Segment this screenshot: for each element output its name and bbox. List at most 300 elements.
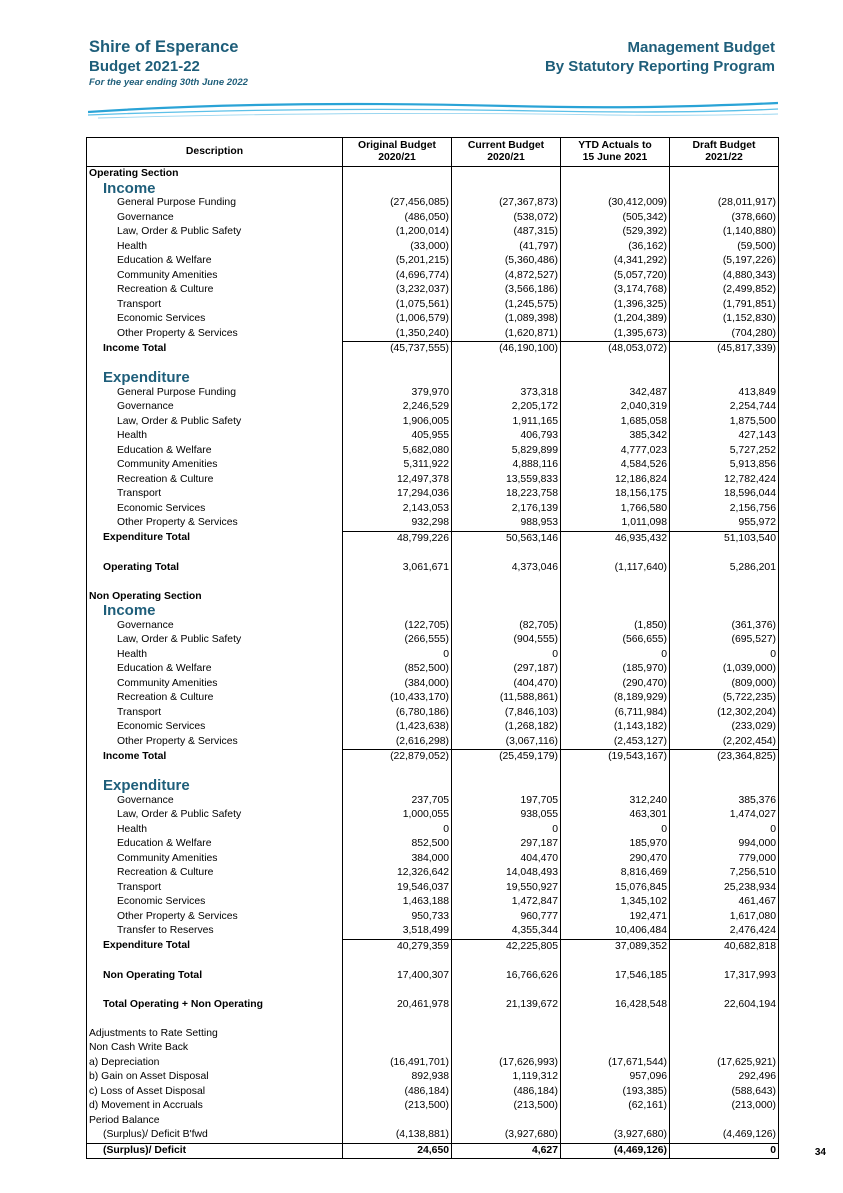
row-value-col1: 950,733	[343, 910, 452, 925]
row-value-col1: 379,970	[343, 386, 452, 401]
row-value-col3: 4,777,023	[561, 444, 670, 459]
report-header-left	[89, 38, 248, 89]
row-description: Health	[117, 240, 148, 252]
row-value-col3: (8,189,929)	[561, 691, 670, 706]
row-value-col1: 17,400,307	[343, 969, 452, 984]
table-row	[87, 706, 779, 721]
row-description: Recreation & Culture	[117, 867, 214, 878]
row-value-col3: (1,117,640)	[561, 561, 670, 576]
table-row	[87, 400, 779, 415]
table-row	[87, 662, 779, 677]
row-value-col3: (1,143,182)	[561, 720, 670, 735]
row-value-col4: 1,875,500	[670, 415, 779, 430]
row-value-col1	[343, 1114, 452, 1129]
row-value-col3: (1,395,673)	[561, 327, 670, 342]
row-value-col4	[670, 954, 779, 969]
row-description: Economic Services	[117, 721, 206, 732]
row-value-col4: (1,152,830)	[670, 312, 779, 327]
row-value-col3: 15,076,845	[561, 881, 670, 896]
row-value-col2: (82,705)	[452, 619, 561, 634]
table-row	[87, 444, 779, 459]
row-value-col4: (378,660)	[670, 211, 779, 226]
row-value-col1	[343, 954, 452, 969]
row-value-col1: 2,246,529	[343, 400, 452, 415]
row-value-col4: (28,011,917)	[670, 196, 779, 211]
row-value-col2: (11,588,861)	[452, 691, 561, 706]
row-value-col2: (25,459,179)	[452, 750, 561, 765]
table-row	[87, 895, 779, 910]
table-row	[87, 342, 779, 357]
row-value-col3: 385,342	[561, 429, 670, 444]
row-value-col2: 4,888,116	[452, 458, 561, 473]
row-value-col3	[561, 604, 670, 619]
row-value-col2: 938,055	[452, 808, 561, 823]
row-value-col1: (384,000)	[343, 677, 452, 692]
row-value-col2: 0	[452, 648, 561, 663]
row-description: Recreation & Culture	[117, 692, 214, 703]
row-value-col4	[670, 357, 779, 372]
row-value-col3	[561, 779, 670, 794]
header-swoosh-decoration	[88, 100, 778, 122]
row-value-col4: 994,000	[670, 837, 779, 852]
col-header-current-budget: Current Budget 2020/21	[452, 138, 561, 167]
row-value-col4: 2,476,424	[670, 924, 779, 939]
row-value-col4: (45,817,339)	[670, 342, 779, 357]
table-row	[87, 1143, 779, 1159]
table-row	[87, 1027, 779, 1042]
row-value-col2	[452, 1012, 561, 1027]
row-value-col2	[452, 1041, 561, 1056]
row-value-col2: (1,089,398)	[452, 312, 561, 327]
row-value-col2	[452, 575, 561, 590]
table-row	[87, 531, 779, 546]
table-row	[87, 458, 779, 473]
row-value-col1: 932,298	[343, 516, 452, 531]
row-description: Non Operating Total	[103, 969, 203, 981]
row-value-col2: 18,223,758	[452, 487, 561, 502]
row-value-col1: (1,075,561)	[343, 298, 452, 313]
table-row	[87, 881, 779, 896]
budget-table	[86, 137, 779, 1159]
budget-year: Budget 2021-22	[89, 58, 200, 75]
row-value-col3: 8,816,469	[561, 866, 670, 881]
row-value-col1: (45,737,555)	[343, 342, 452, 357]
row-value-col2	[452, 1114, 561, 1129]
row-value-col2: 373,318	[452, 386, 561, 401]
row-description: Education & Welfare	[117, 663, 212, 674]
row-value-col4: (2,202,454)	[670, 735, 779, 750]
table-row	[87, 808, 779, 823]
table-row	[87, 357, 779, 372]
row-value-col2: 5,829,899	[452, 444, 561, 459]
table-row	[87, 794, 779, 809]
row-value-col3: 1,766,580	[561, 502, 670, 517]
row-description: Governance	[117, 619, 174, 631]
row-description: Education & Welfare	[117, 838, 212, 849]
row-value-col4	[670, 590, 779, 605]
row-value-col4: 2,156,756	[670, 502, 779, 517]
row-value-col3: 290,470	[561, 852, 670, 867]
row-value-col4: 51,103,540	[670, 531, 779, 546]
row-description: Other Property & Services	[117, 910, 238, 922]
row-value-col4: 0	[670, 823, 779, 838]
row-value-col2: (3,067,116)	[452, 735, 561, 750]
row-value-col3: 463,301	[561, 808, 670, 823]
table-row	[87, 298, 779, 313]
row-value-col1: (1,006,579)	[343, 312, 452, 327]
table-row	[87, 327, 779, 342]
row-description	[87, 1012, 343, 1027]
row-value-col3	[561, 357, 670, 372]
row-description: Transfer to Reserves	[117, 925, 214, 937]
table-row	[87, 590, 779, 605]
row-value-col2	[452, 371, 561, 386]
row-value-col4: 292,496	[670, 1070, 779, 1085]
row-value-col2	[452, 167, 561, 182]
row-value-col1: 5,311,922	[343, 458, 452, 473]
row-value-col4: (1,140,880)	[670, 225, 779, 240]
row-value-col2	[452, 546, 561, 561]
row-value-col4: 2,254,744	[670, 400, 779, 415]
row-value-col1: (4,138,881)	[343, 1128, 452, 1143]
row-value-col3: (505,342)	[561, 211, 670, 226]
row-value-col1	[343, 1012, 452, 1027]
row-value-col2	[452, 983, 561, 998]
row-value-col1	[343, 779, 452, 794]
row-value-col2	[452, 590, 561, 605]
row-value-col4: 18,596,044	[670, 487, 779, 502]
row-description: Health	[117, 430, 148, 441]
row-value-col4: (213,000)	[670, 1099, 779, 1114]
row-value-col4: (361,376)	[670, 619, 779, 634]
page-number: 34	[814, 1147, 826, 1158]
row-value-col3: (3,174,768)	[561, 283, 670, 298]
table-row	[87, 254, 779, 269]
row-value-col4	[670, 182, 779, 197]
row-value-col3: (5,057,720)	[561, 269, 670, 284]
report-header-right	[545, 38, 775, 76]
table-row	[87, 998, 779, 1013]
row-description: Law, Order & Public Safety	[117, 634, 242, 645]
row-value-col3: (6,711,984)	[561, 706, 670, 721]
row-value-col4: (59,500)	[670, 240, 779, 255]
row-value-col2	[452, 954, 561, 969]
row-description: Community Amenities	[117, 269, 218, 281]
row-value-col3	[561, 765, 670, 780]
row-value-col1: 3,518,499	[343, 924, 452, 939]
row-description: Community Amenities	[117, 459, 218, 470]
row-value-col1: 0	[343, 648, 452, 663]
row-value-col3: (566,655)	[561, 633, 670, 648]
row-value-col4: (588,643)	[670, 1085, 779, 1100]
row-value-col1	[343, 371, 452, 386]
row-value-col3: (62,161)	[561, 1099, 670, 1114]
row-description: Expenditure Total	[103, 940, 190, 952]
row-value-col1: 5,682,080	[343, 444, 452, 459]
table-row	[87, 983, 779, 998]
row-value-col2: 2,176,139	[452, 502, 561, 517]
row-value-col2: 2,205,172	[452, 400, 561, 415]
row-value-col4: (17,625,921)	[670, 1056, 779, 1071]
table-row	[87, 1085, 779, 1100]
row-value-col4: 1,474,027	[670, 808, 779, 823]
row-description: (Surplus)/ Deficit	[87, 1143, 343, 1159]
row-value-col2: 13,559,833	[452, 473, 561, 488]
row-value-col3	[561, 182, 670, 197]
row-value-col2: 1,911,165	[452, 415, 561, 430]
table-row	[87, 487, 779, 502]
row-description: Income	[103, 604, 156, 619]
row-description: Law, Order & Public Safety	[117, 809, 242, 820]
row-value-col3: (4,341,292)	[561, 254, 670, 269]
table-row	[87, 211, 779, 226]
row-description: Community Amenities	[117, 677, 218, 689]
row-value-col3: 18,156,175	[561, 487, 670, 502]
row-value-col1: (27,456,085)	[343, 196, 452, 211]
row-value-col1: 384,000	[343, 852, 452, 867]
row-value-col3: (1,204,389)	[561, 312, 670, 327]
table-header-row	[87, 138, 779, 167]
row-value-col4: 5,286,201	[670, 561, 779, 576]
row-value-col4: 22,604,194	[670, 998, 779, 1013]
row-value-col1	[343, 765, 452, 780]
row-value-col3: 10,406,484	[561, 924, 670, 939]
row-value-col1: 0	[343, 823, 452, 838]
row-value-col3	[561, 983, 670, 998]
row-description: Education & Welfare	[117, 444, 212, 456]
row-value-col3	[561, 954, 670, 969]
row-value-col2: 50,563,146	[452, 531, 561, 546]
row-value-col4: (704,280)	[670, 327, 779, 342]
row-value-col4	[670, 779, 779, 794]
row-description: Economic Services	[117, 896, 206, 907]
table-row	[87, 196, 779, 211]
row-value-col2: (404,470)	[452, 677, 561, 692]
row-value-col3: 17,546,185	[561, 969, 670, 984]
row-description: Transport	[117, 488, 162, 499]
row-value-col3	[561, 590, 670, 605]
row-value-col3: 12,186,824	[561, 473, 670, 488]
row-value-col2	[452, 604, 561, 619]
row-value-col2: (1,245,575)	[452, 298, 561, 313]
row-description: Expenditure Total	[103, 532, 190, 544]
row-value-col1: (4,696,774)	[343, 269, 452, 284]
row-value-col2: (3,566,186)	[452, 283, 561, 298]
row-description: Economic Services	[117, 313, 206, 324]
table-row	[87, 823, 779, 838]
table-row	[87, 1041, 779, 1056]
row-description: Recreation & Culture	[117, 284, 214, 295]
row-value-col3: (17,671,544)	[561, 1056, 670, 1071]
row-value-col3: (2,453,127)	[561, 735, 670, 750]
row-value-col1: (122,705)	[343, 619, 452, 634]
row-value-col1: 24,650	[343, 1143, 452, 1159]
row-description: Non Operating Section	[89, 590, 202, 602]
row-value-col2	[452, 182, 561, 197]
row-value-col4: (695,527)	[670, 633, 779, 648]
table-row	[87, 750, 779, 765]
row-description: Adjustments to Rate Setting	[89, 1027, 218, 1039]
row-value-col2: 14,048,493	[452, 866, 561, 881]
row-description: General Purpose Funding	[117, 197, 236, 208]
row-value-col1	[343, 182, 452, 197]
row-value-col3: (4,469,126)	[561, 1143, 670, 1159]
row-value-col3: 0	[561, 823, 670, 838]
row-description: Recreation & Culture	[117, 473, 214, 485]
row-value-col2: (41,797)	[452, 240, 561, 255]
row-description: Education & Welfare	[117, 255, 212, 266]
row-value-col1: (266,555)	[343, 633, 452, 648]
row-value-col4: 0	[670, 648, 779, 663]
row-value-col3	[561, 546, 670, 561]
row-value-col2	[452, 1027, 561, 1042]
table-row	[87, 1070, 779, 1085]
row-description: Period Balance	[89, 1114, 160, 1126]
row-value-col3: 185,970	[561, 837, 670, 852]
row-value-col1: 1,000,055	[343, 808, 452, 823]
row-description: Total Operating + Non Operating	[103, 998, 264, 1010]
row-value-col1: 20,461,978	[343, 998, 452, 1013]
row-value-col2: 4,373,046	[452, 561, 561, 576]
row-value-col1: 12,326,642	[343, 866, 452, 881]
row-value-col4	[670, 1027, 779, 1042]
table-row	[87, 1099, 779, 1114]
row-description: Operating Total	[103, 561, 180, 573]
row-value-col2: 297,187	[452, 837, 561, 852]
row-value-col2: 21,139,672	[452, 998, 561, 1013]
row-value-col4: 413,849	[670, 386, 779, 401]
row-value-col1	[343, 167, 452, 182]
row-description	[87, 765, 343, 780]
row-value-col3: 1,685,058	[561, 415, 670, 430]
row-value-col3	[561, 1041, 670, 1056]
row-value-col3	[561, 1027, 670, 1042]
row-value-col3: 1,011,098	[561, 516, 670, 531]
row-value-col4	[670, 1012, 779, 1027]
row-value-col4: 385,376	[670, 794, 779, 809]
row-description: Expenditure	[103, 779, 190, 794]
row-value-col1: (5,201,215)	[343, 254, 452, 269]
row-value-col4: 17,317,993	[670, 969, 779, 984]
row-description: Income	[103, 181, 156, 196]
row-value-col3: 2,040,319	[561, 400, 670, 415]
row-description: Health	[117, 648, 148, 660]
row-value-col2: (538,072)	[452, 211, 561, 226]
row-value-col2: (487,315)	[452, 225, 561, 240]
row-value-col4: (1,039,000)	[670, 662, 779, 677]
row-value-col4: (4,469,126)	[670, 1128, 779, 1143]
row-value-col1: (22,879,052)	[343, 750, 452, 765]
row-value-col1	[343, 1041, 452, 1056]
table-row	[87, 225, 779, 240]
row-value-col2: (4,872,527)	[452, 269, 561, 284]
row-value-col3: (1,850)	[561, 619, 670, 634]
row-value-col4	[670, 167, 779, 182]
row-value-col4: (23,364,825)	[670, 750, 779, 765]
table-row	[87, 269, 779, 284]
table-row	[87, 866, 779, 881]
row-value-col2: (17,626,993)	[452, 1056, 561, 1071]
row-description: c) Loss of Asset Disposal	[89, 1085, 206, 1097]
row-description: Governance	[117, 401, 174, 412]
row-value-col2: 960,777	[452, 910, 561, 925]
row-value-col1: (852,500)	[343, 662, 452, 677]
table-row	[87, 619, 779, 634]
row-description: Law, Order & Public Safety	[117, 226, 242, 237]
row-description: Law, Order & Public Safety	[117, 415, 242, 427]
row-value-col1	[343, 604, 452, 619]
report-subtitle: By Statutory Reporting Program	[544, 58, 775, 75]
report-title: Management Budget	[627, 39, 775, 56]
table-row	[87, 765, 779, 780]
table-row	[87, 167, 779, 182]
row-value-col3: (290,470)	[561, 677, 670, 692]
row-value-col1: (16,491,701)	[343, 1056, 452, 1071]
row-value-col4: 427,143	[670, 429, 779, 444]
row-value-col1	[343, 357, 452, 372]
row-value-col2: 19,550,927	[452, 881, 561, 896]
row-value-col2: (5,360,486)	[452, 254, 561, 269]
table-row	[87, 924, 779, 939]
row-description: Transport	[117, 298, 162, 310]
row-value-col4: 461,467	[670, 895, 779, 910]
row-value-col4	[670, 983, 779, 998]
row-description: b) Gain on Asset Disposal	[89, 1071, 209, 1082]
row-value-col3: (30,412,009)	[561, 196, 670, 211]
row-value-col1: 405,955	[343, 429, 452, 444]
row-value-col3: 0	[561, 648, 670, 663]
table-row	[87, 648, 779, 663]
row-description: Income Total	[103, 750, 167, 762]
row-description: Expenditure	[103, 371, 190, 386]
row-value-col1: 237,705	[343, 794, 452, 809]
table-row	[87, 283, 779, 298]
row-value-col1: (2,616,298)	[343, 735, 452, 750]
row-value-col4: 40,682,818	[670, 939, 779, 954]
row-value-col3: 37,089,352	[561, 939, 670, 954]
row-value-col1	[343, 546, 452, 561]
col-header-ytd-actuals: YTD Actuals to 15 June 2021	[561, 138, 670, 167]
row-value-col4: 955,972	[670, 516, 779, 531]
row-value-col1: 3,061,671	[343, 561, 452, 576]
table-row	[87, 691, 779, 706]
row-value-col3: (36,162)	[561, 240, 670, 255]
row-value-col2: (486,184)	[452, 1085, 561, 1100]
row-value-col1: (1,423,638)	[343, 720, 452, 735]
table-row	[87, 546, 779, 561]
row-value-col2: 404,470	[452, 852, 561, 867]
row-description: Income Total	[103, 342, 167, 354]
row-value-col3: 342,487	[561, 386, 670, 401]
row-value-col1: (213,500)	[343, 1099, 452, 1114]
row-value-col4: 1,617,080	[670, 910, 779, 925]
row-value-col4	[670, 575, 779, 590]
row-value-col2: 197,705	[452, 794, 561, 809]
budget-table-container	[86, 137, 778, 1159]
row-description	[87, 983, 343, 998]
table-row	[87, 604, 779, 619]
row-value-col3	[561, 575, 670, 590]
row-value-col3: (529,392)	[561, 225, 670, 240]
row-value-col1: (486,184)	[343, 1085, 452, 1100]
row-description	[87, 546, 343, 561]
row-value-col3	[561, 371, 670, 386]
table-row	[87, 371, 779, 386]
row-value-col2: 4,627	[452, 1143, 561, 1159]
row-value-col2: 1,119,312	[452, 1070, 561, 1085]
row-description: Governance	[117, 211, 174, 223]
row-description: Governance	[117, 794, 174, 806]
